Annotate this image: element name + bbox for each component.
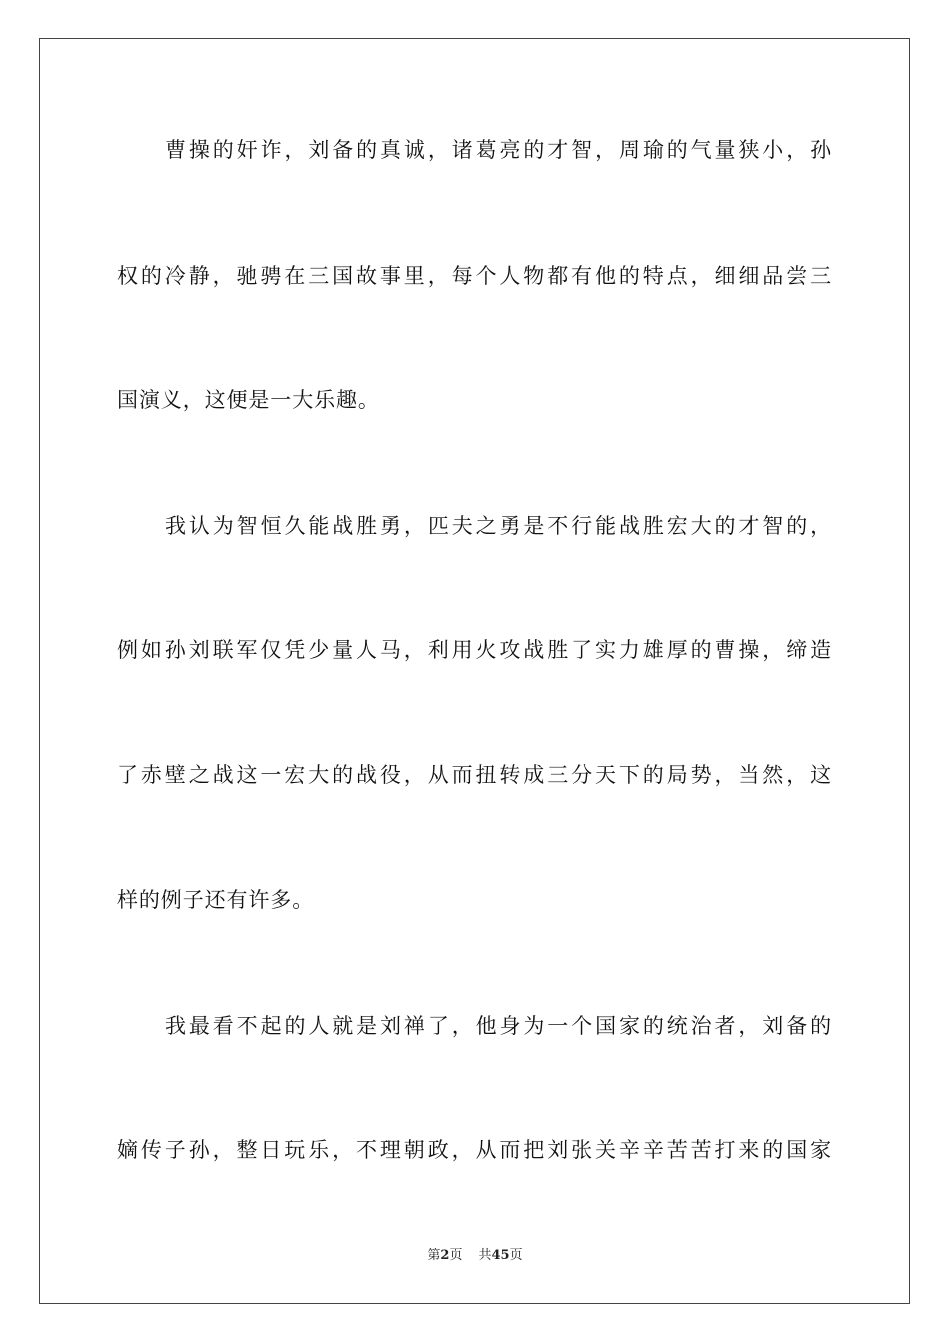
page-prefix: 第 xyxy=(427,1248,441,1263)
page-border xyxy=(39,38,910,1304)
paragraph-1-line-2: 权的冷静，驰骋在三国故事里，每个人物都有他的特点，细细品尝三 xyxy=(117,264,832,288)
page-suffix: 页 xyxy=(449,1248,463,1263)
total-prefix: 共 xyxy=(478,1248,492,1263)
paragraph-2-line-3: 了赤壁之战这一宏大的战役，从而扭转成三分天下的局势，当然，这 xyxy=(117,763,832,787)
page-number: 2 xyxy=(440,1248,450,1263)
paragraph-1-line-3: 国演义，这便是一大乐趣。 xyxy=(117,388,380,412)
paragraph-2-line-1: 我认为智恒久能战胜勇，匹夫之勇是不行能战胜宏大的才智的， xyxy=(165,514,832,538)
page-footer xyxy=(0,1247,950,1265)
paragraph-2-line-2: 例如孙刘联军仅凭少量人马，利用火攻战胜了实力雄厚的曹操，缔造 xyxy=(117,638,832,662)
paragraph-1-line-1: 曹操的奸诈，刘备的真诚，诸葛亮的才智，周瑜的气量狭小，孙 xyxy=(165,138,832,162)
total-pages: 45 xyxy=(491,1248,510,1263)
paragraph-2-line-4: 样的例子还有许多。 xyxy=(117,888,315,912)
paragraph-3-line-1: 我最看不起的人就是刘禅了，他身为一个国家的统治者，刘备的 xyxy=(165,1014,832,1038)
paragraph-3-line-2: 嫡传子孙，整日玩乐，不理朝政，从而把刘张关辛辛苦苦打来的国家 xyxy=(117,1138,832,1162)
total-suffix: 页 xyxy=(509,1248,523,1263)
